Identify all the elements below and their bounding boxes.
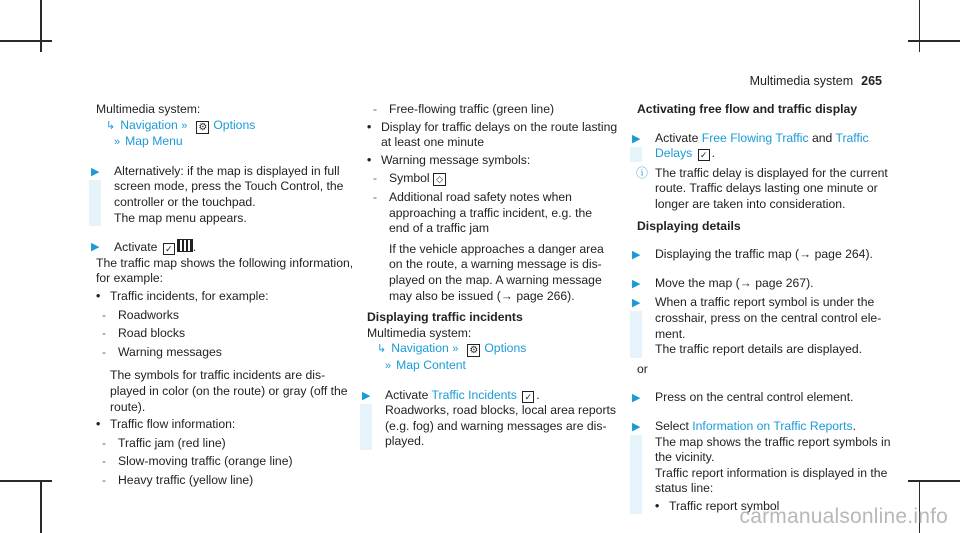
text: (e.g. fog) and warning messages are dis- [385,418,607,433]
text: The traffic report details are displayed. [655,342,863,357]
nav-link[interactable]: Navigation [120,117,178,132]
traffic-delays-link[interactable]: Delays [655,146,693,161]
dash-item: - Free-flowing traffic (green line) [373,102,555,116]
options-link[interactable]: Options [213,117,256,132]
step-arrow-icon: ▶ [632,392,641,405]
bullet: • Warning message symbols: [367,152,531,167]
traffic-incidents-link[interactable]: Traffic Incidents [431,387,517,402]
crop-mark [908,40,960,42]
text: status line: [655,481,714,496]
checkbox-icon: ✓ [522,391,534,403]
step: ▶ Select Information on Traffic Reports. The map shows the traffic report symbols in the vicinity. Traffic report information is displayed in the status line: • Traffic report symbol [637,419,895,515]
step [632,295,895,357]
text: Display for traffic delays on the route lasting [381,119,618,134]
info-icon: ⓘ [636,165,649,180]
text: The traffic delay is displayed for the current [655,165,888,180]
step [632,247,895,263]
checkbox-icon: ✓ [698,149,710,161]
text: screen mode, press the Touch Control, the [114,179,344,194]
menu-path-2 [96,134,354,151]
text: If the vehicle approaches a danger area [389,241,604,256]
symbols-note [96,368,354,415]
text: for example: [96,271,164,286]
section-heading: Activating free flow and traffic display [637,102,858,116]
crop-mark [0,40,52,42]
options-link[interactable]: Options [484,341,527,356]
text: longer are taken into consideration. [655,196,846,211]
page-number: 265 [861,74,882,88]
bullet: • Traffic incidents, for example: [96,288,269,303]
step: ▶ Activate ✓ . [91,240,197,255]
gear-icon: ⚙ [467,344,480,357]
chevron-icon: » [452,343,459,356]
column-1 [91,102,354,488]
traffic-map-icon [177,239,193,252]
crop-mark [40,480,42,533]
step-arrow-icon: ▶ [362,389,371,402]
text: route. Traffic delays lasting one minute or [655,181,878,196]
text: played in color (on the route) or gray (off the [110,383,348,398]
text: Activate [114,240,158,255]
dash-item: - Warning messages [102,344,222,359]
chevron-icon: » [181,119,188,132]
text: ment. [655,326,686,341]
text: on the route, a warning message is dis- [389,257,602,272]
text: Activate [385,387,429,402]
crop-mark [40,0,42,52]
crop-mark [908,480,960,482]
dash-item: - Roadworks [102,307,179,322]
text: The map menu appears. [114,210,247,225]
section-heading: Displaying details [637,218,741,233]
text: route). [110,399,146,414]
column-2 [362,102,625,450]
intro: Multimedia system: [367,325,472,340]
text: played on the map. A warning message [389,272,602,287]
step: ▶ Activate Free Flowing Traffic and Traffic Delays ✓ . [632,130,869,161]
danger-note [367,242,625,304]
chevron-icon: » [114,136,121,149]
checkbox-icon: ✓ [163,243,175,255]
text: Roadworks, road blocks, local area reports [385,403,616,418]
nav-link[interactable]: Navigation [391,341,449,356]
gear-icon: ⚙ [196,121,209,134]
crop-mark [919,0,921,52]
dash-item: - Slow-moving traffic (orange line) [102,454,293,469]
text: Roadworks [118,307,179,322]
text: Road blocks [118,326,186,341]
text: Traffic incidents, for example: [110,288,269,303]
text: The symbols for traffic incidents are dis- [110,368,326,383]
dash-item: - Additional road safety notes when approaching a traffic incident, e.g. the end of a traffic jam [367,190,625,237]
text: controller or the touchpad. [114,194,256,209]
text: Slow-moving traffic (orange line) [118,454,293,469]
menu-path [96,118,354,135]
section-heading: Displaying traffic incidents [367,310,523,325]
text: and [811,130,833,145]
text: Move the map (→ page 267). [655,275,814,290]
step-arrow-icon: ▶ [91,165,100,178]
text: crosshair, press on the central control ele- [655,310,882,325]
text: Traffic flow information: [110,417,236,432]
watermark: carmanualsonline.info [739,505,948,528]
step-arrow-icon: ▶ [632,277,641,290]
text: Warning message symbols: [381,152,531,167]
traffic-delays-link[interactable]: Traffic [835,130,869,145]
chevron-icon: » [385,359,392,372]
text: The traffic map shows the following information, [96,255,354,270]
text: Traffic report information is displayed in the [655,465,888,480]
text: Traffic jam (red line) [118,435,226,450]
step-arrow-icon: ▶ [632,132,641,145]
text: When a traffic report symbol is under the [655,295,875,310]
text: approaching a traffic incident, e.g. the [389,205,593,220]
traffic-reports-link[interactable]: Information on Traffic Reports [692,418,853,433]
dash-item: - Traffic jam (red line) [102,435,226,450]
bullet: • Traffic flow information: [96,417,236,432]
text: Select [655,418,689,433]
text: end of a traffic jam [389,221,490,236]
header-title: Multimedia system [749,74,854,88]
text: Press on the central control element. [655,390,854,405]
warning-symbol-icon: ◇ [433,173,446,186]
return-arrow-icon: ↳ [106,119,116,132]
text: the vicinity. [655,450,715,465]
dash-item: - Heavy traffic (yellow line) [102,472,254,487]
return-arrow-icon: ↳ [377,343,387,356]
text: may also be issued (→ page 266). [389,288,575,303]
step-arrow-icon: ▶ [91,241,100,254]
text: Warning messages [118,344,222,359]
text: The map shows the traffic report symbols in [655,434,891,449]
map-content-link[interactable]: Map Content [396,357,466,372]
text: Free-flowing traffic (green line) [389,102,555,116]
map-menu-link[interactable]: Map Menu [125,134,183,149]
text: at least one minute [381,135,484,150]
step-arrow-icon: ▶ [632,249,641,262]
info-note [637,166,895,213]
text: Additional road safety notes when [389,189,572,204]
text: Displaying the traffic map (→ page 264). [655,247,873,262]
text: Traffic report symbol [669,498,780,513]
text: Alternatively: if the map is displayed in full [114,163,340,178]
step-arrow-icon: ▶ [632,420,641,433]
step [91,163,354,226]
step-arrow-icon: ▶ [632,297,641,310]
intro: Multimedia system: [96,102,201,116]
text: Heavy traffic (yellow line) [118,472,254,487]
running-header [750,74,882,88]
column-3 [632,102,895,514]
free-flowing-traffic-link[interactable]: Free Flowing Traffic [701,130,809,145]
step [632,275,895,292]
dash-item: - Road blocks [102,326,186,341]
crop-mark [0,480,52,482]
text: or [637,361,648,376]
text: Activate [655,130,699,145]
step [632,390,895,406]
text: Symbol [389,171,430,186]
text: played. [385,434,425,449]
menu-path-2 [367,358,625,375]
bullet: • Traffic report symbol [655,498,780,513]
menu-path [367,341,625,358]
step: ▶ Activate Traffic Incidents ✓ . Roadworks, road blocks, local area reports (e.g. fog) and warning messages are dis- played. [367,388,625,450]
dash-item: - Symbol ◇ [367,171,625,187]
bullet: • Display for traffic delays on the route lasting at least one minute [367,120,625,151]
